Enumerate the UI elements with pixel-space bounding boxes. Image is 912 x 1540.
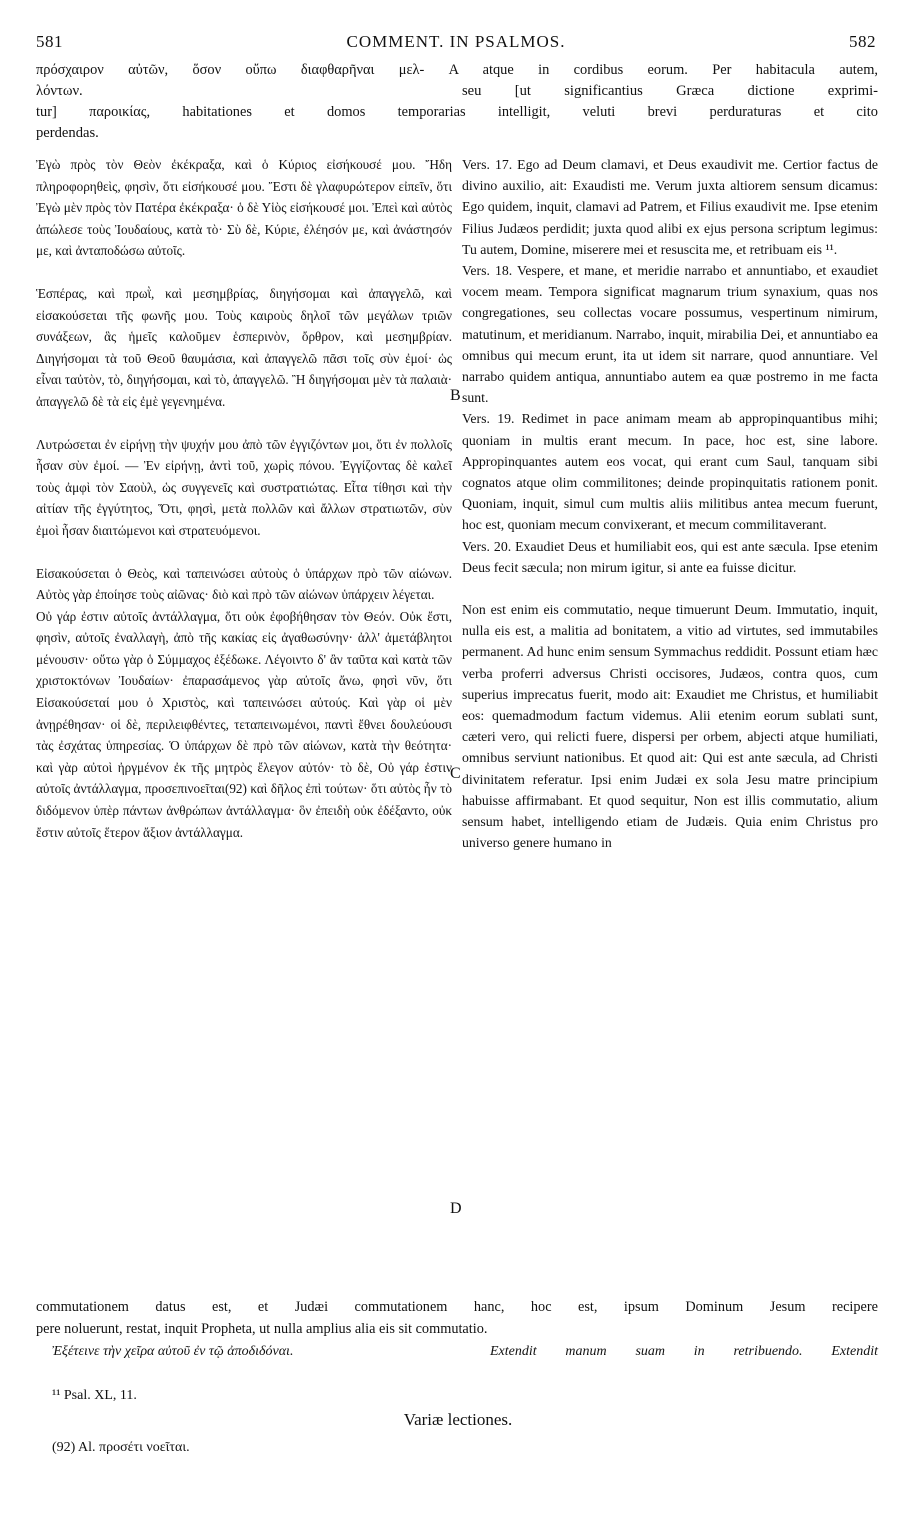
margin-letter-b: B [450, 387, 461, 404]
latin-column [462, 154, 878, 854]
margin-letter-c: C [450, 765, 461, 782]
running-title: COMMENT. IN PSALMOS. [346, 32, 566, 51]
greek-paragraph-5: Οὐ γάρ ἐστιν αὐτοῖς ἀντάλλαγμα, ὅτι οὐκ ἐφοβήθησαν τὸν Θεόν. Οὐκ ἔστι, φησὶν, αὐτοῖς ἐναλλαγὴ, ἀπὸ τῆς κακίας εἰς ἀγαθωσύνην· ἀλλ' ἀμετάβλητοι μένουσιν· οὕτω γὰρ ὁ Σύμμαχος ἐξέδωκε. Λέγοιντο δ' ἂν ταῦτα καὶ κατὰ τῶν χριστοκτόνων Ἰουδαίων· ἐπαρασάμενος γὰρ αὐτοῖς ἄνω, φησὶ νῦν, ὅτι Εἰσακούσεταί μου ὁ Χριστὸς, καὶ ταπεινώσει αὐτούς. Καὶ γὰρ οἱ μὲν ἀνῃρέθησαν· οἱ δὲ, περιλειφθέντες, τεταπεινωμένοι, παντὶ ἔθνει δουλεύουσι τὰς ἐσχάτας ὑπηρεσίας. Ὁ ὑπάρχων δὲ πρὸ τῶν αἰώνων, κατὰ τὴν θεότητα· καὶ γὰρ αὐτοὶ ἠργμένον ἐκ τῆς μητρὸς ἔλεγον αὐτόν· τὸ δὲ, Οὐ γάρ ἐστιν αὐτοῖς ἀντάλλαγμα, προσεπινοεῖται(92) καὶ δῆλος ἐπὶ τούτων· ὅτι αὐτὸς ἦν τὸ διδόμενον ὑπὲρ πάντων ἀνθρώπων ἀντάλλαγμα· ὃν ἐπειδὴ οὐκ ἐδέξαντο, οὐκ ἔστιν αὐτοῖς ἕτερον ἄξιον ἀντάλλαγμα. [36, 608, 452, 840]
bottom-line-2: pere noluerunt, restat, inquit Propheta, ut nulla amplius alia eis sit commutatio. [36, 1321, 488, 1337]
latin-paragraph-3: Vers. 19. Redimet in pace animam meam ab appropinquantibus mihi; quoniam in multis erant mecum. In pace, hoc est, sine labore. Appropinquantes autem eos vocat, qui erant cum Saul, tanquam sibi cognatos atque olim commilitones; deinde propinquitatis rationem ponit. Quoniam, inquit, simul cum multis aliis militibus antea mecum fuerunt, hoc est, quoniam mecum convixerant, et mecum commilitaverant. [462, 411, 878, 533]
greek-paragraph-4: Εἰσακούσεται ὁ Θεὸς, καὶ ταπεινώσει αὐτοὺς ὁ ὑπάρχων πρὸ τῶν αἰώνων. Αὐτὸς γὰρ ἐποίησε τοὺς αἰῶνας· διὸ καὶ πρὸ τῶν αἰώνων ὑπάρχειν λέγεται. [36, 565, 452, 603]
top-line-2-left: λόντων. [36, 83, 83, 99]
variant-reading: (92) Al. προσέτι νοεῖται. [52, 1440, 190, 1455]
greek-paragraph-1: Ἐγὼ πρὸς τὸν Θεὸν ἐκέκραξα, καὶ ὁ Κύριος εἰσήκουσέ μου. Ἤδη πληροφορηθεὶς, φησὶν, ὅτι εἰσήκουσέ μου. Ἔστι δὲ γλαφυρώτερον εἰπεῖν, ὅτι Ἐγὼ μὲν πρὸς τὸν Πατέρα ἐκέκραξα· ὁ δὲ Υἱὸς εἰσήκουσέ μοι. Ἐπεὶ καὶ αὐτὸς ἀπώλεσε τοὺς Ἰουδαίους, κατὰ τὸ· Σὺ δὲ, Κύριε, ἐλέησόν με, καὶ ἀνάστησόν με, καὶ ἀνταποδώσω αὐτοῖς. [36, 157, 452, 259]
top-line-4: perdendas. [36, 125, 99, 141]
variae-heading: Variæ lectiones. [403, 1410, 513, 1429]
top-line-2-right: seu [ut significantius Græca dictione exprimi- [462, 83, 878, 99]
bottom-latin-line: Extendit manum suam in retribuendo. Extendit [490, 1344, 878, 1359]
greek-column [36, 154, 452, 843]
bottom-greek-line: Ἐξέτεινε τὴν χεῖρα αὐτοῦ ἐν τῷ ἀποδιδόναι. [52, 1344, 294, 1359]
bottom-line-1: commutationem datus est, et Judæi commutationem hanc, hoc est, ipsum Dominum Jesum recipere [36, 1299, 878, 1315]
greek-paragraph-2: Ἑσπέρας, καὶ πρωῒ, καὶ μεσημβρίας, διηγήσομαι καὶ ἀπαγγελῶ, καὶ εἰσακούσεται τῆς φωνῆς μου. Τοὺς καιροὺς δηλοῖ τῶν μεγάλων τριῶν συνάξεων, ἃς ἡμεῖς καλοῦμεν ἑσπερινὸν, ὄρθρον, καὶ μεσημβρίαν. Διηγήσομαι τὰ τοῦ Θεοῦ θαυμάσια, καὶ ἀπαγγελῶ πᾶσι τοῖς σὺν ἐμοί· ὡς εἶναι ταὐτὸν, τὸ, διηγήσομαι, καὶ τὸ, ἀπαγγελῶ. Ἢ διηγήσομαι μὲν τὰ παλαιὰ· ἀπαγγελῶ δὲ τὰ εἰς ἐμὲ γεγενημένα. [36, 285, 452, 409]
top-line-3: tur] παροικίας, habitationes et domos temporarias intelligit, veluti brevi perduraturas et cito [36, 104, 878, 120]
latin-paragraph-4: Vers. 20. Exaudiet Deus et humiliabit eos, qui est ante sæcula. Ipse etenim Deus fecit sæcula; non mirum igitur, si ante ea fuisse dicitur. [462, 538, 878, 575]
page-number-left: 581 [36, 32, 63, 51]
running-header [36, 32, 876, 56]
top-line-1: πρόσχαιρον αὐτῶν, ὅσον οὔπω διαφθαρῆναι μελ- A atque in cordibus eorum. Per habitacula autem, [36, 62, 878, 78]
footnote: ¹¹ Psal. XL, 11. [52, 1388, 137, 1403]
latin-paragraph-5: Non est enim eis commutatio, neque timuerunt Deum. Immutatio, inquit, nulla eis est, a malitia ad bonitatem, a vitio ad virtutes, sed immutabiles permanent. Ad hunc enim sensum Symmachus reddidit. Possunt etiam hæc verba proferri adversus Christi occisores, Judæos, contra quos, cum superius imprecatus fuerit, modo ait: Exaudiet me Christus, et humiliabit eos: quemadmodum factum videmus. Alii etenim eorum sublati sunt, cæteri vero, qui relicti fuere, dispersi per orbem, abjecti atque humiliati, omnibus serviunt nationibus. Et quod ait: Qui est ante sæcula, ad Christi divinitatem referatur. Ipsi enim Judæi ex sola Jesu matre principium habuisse affirmabant. Et quod sequitur, Non est illis commutatio, alium sensum habet, intelligendo etiam de Judæis. Quia enim Christus pro universo genere humano in [462, 602, 878, 851]
latin-paragraph-2: Vers. 18. Vespere, et mane, et meridie narrabo et annuntiabo, et exaudiet vocem meam. Tempora significat magnarum trium synaxium, quas nos congregationes, seu collectas vocare possumus, vespertinum nimirum, matutinum, et meridianum. Narrabo, inquit, mirabilia Dei, et annuntiabo ea omnibus qui mecum erunt, ita ut idem sit narrare, quod annuntiare. Vel narrabo quidem antiqua, annuntiabo autem ea quæ postremo in me facta sunt. [462, 263, 878, 406]
margin-letter-d: D [450, 1200, 462, 1217]
page-number-right: 582 [849, 32, 876, 51]
greek-paragraph-3: Λυτρώσεται ἐν εἰρήνῃ τὴν ψυχήν μου ἀπὸ τῶν ἐγγιζόντων μοι, ὅτι ἐν πολλοῖς ἦσαν σὺν ἐμοί. — Ἐν εἰρήνῃ, ἀντὶ τοῦ, χωρὶς πόνου. Ἐγγίζοντας δὲ καλεῖ τοὺς ἀμφὶ τὸν Σαοὺλ, ὡς συγγενεῖς καὶ συστρατιώτας. Εἶτα τίθησι καὶ τὴν αἰτίαν τῆς ἐγγύτητος, Ὅτι, φησὶ, μετὰ πολλῶν καὶ ἄλλων στρατιωτῶν, σὺν ἐμοὶ ἦσαν διαιτώμενοι καὶ στρατευόμενοι. [36, 436, 452, 538]
latin-paragraph-1: Vers. 17. Ego ad Deum clamavi, et Deus exaudivit me. Certior factus de divino auxilio, ait: Exaudisti me. Verum juxta altiorem sensum dicamus: Ego quidem, inquit, clamavi ad Patrem, et Filius exaudivit me. Ipse etenim Filius Judæos perdidit; juxta quod alibi ex ejus persona scriptum legimus: Tu autem, Domine, miserere mei et resuscita me, et retribuam eis ¹¹. [462, 157, 878, 257]
